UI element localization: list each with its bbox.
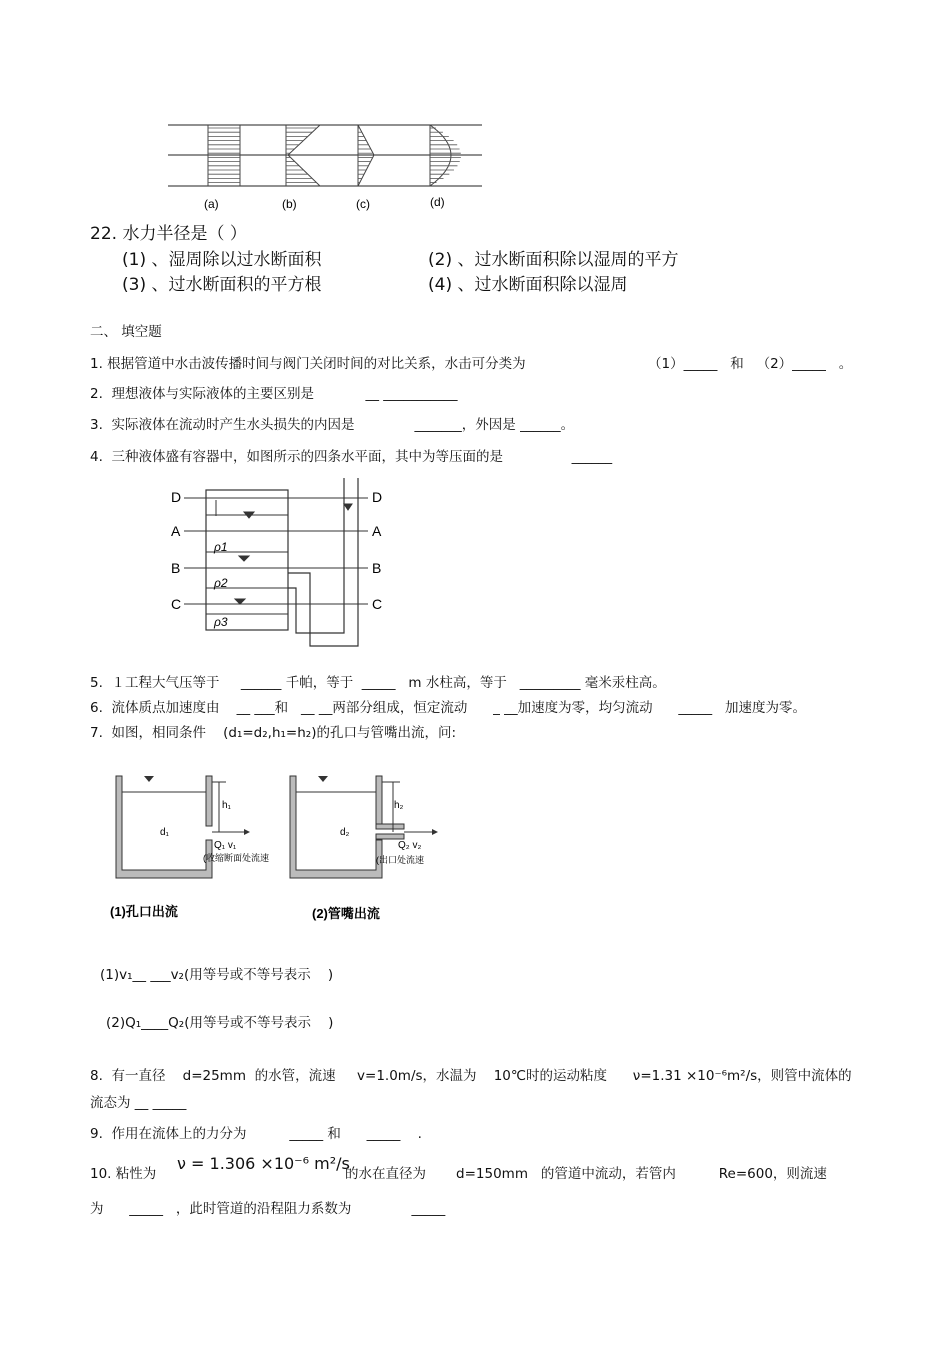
caption-2: (2)管嘴出流 (312, 906, 380, 921)
level-C-left: C (171, 596, 182, 612)
q1-label: Q₁ v₁ (214, 840, 237, 851)
fill-q10-start: 10. 粘性为 (90, 1166, 157, 1182)
d2-label: d₂ (340, 827, 350, 838)
fill-q1-blanks: （1）_____ 和 （2）_____ 。 (648, 356, 853, 372)
orifice-nozzle-figure (100, 768, 440, 928)
fill-q2: 2. 理想液体与实际液体的主要区别是 __ ___________ (90, 386, 458, 402)
h1-label: h₁ (222, 800, 231, 811)
level-D-left: D (171, 489, 182, 505)
fill-q4: 4. 三种液体盛有容器中，如图所示的四条水平面，其中为等压面的是 ______ (90, 449, 613, 465)
fill-q8: 8. 有一直径 d=25mm 的水管，流速 v=1.0m/s，水温为 10℃时的运动粘度 ν=1.31 ×10⁻⁶m²/s，则管中流体的 (90, 1068, 852, 1084)
liquid-1: ρ1 (214, 540, 228, 554)
q22-option-3: (3) 、过水断面积的平方根 (122, 275, 322, 295)
label-b: (b) (282, 197, 297, 211)
fill-q3: 3. 实际液体在流动时产生水头损失的内因是 _______，外因是 ______。 (90, 417, 575, 433)
viscosity-formula: ν = 1.306 ×10⁻⁶ m²/s (177, 1154, 350, 1173)
fill-q7-1: (1)v₁__ ___v₂(用等号或不等号表示 ) (100, 967, 334, 983)
q22-option-4: (4) 、过水断面积除以湿周 (428, 275, 628, 295)
label-d: (d) (430, 195, 445, 209)
level-A-right: A (372, 523, 382, 539)
fill-q7: 7. 如图，相同条件 (d₁=d₂,h₁=h₂)的孔口与管嘴出流，问: (90, 725, 457, 741)
d1-label: d₁ (160, 827, 169, 838)
fill-q10-mid: 的水在直径为 d=150mm 的管道中流动，若管内 Re=600，则流速 (345, 1166, 827, 1182)
fill-q6: 6. 流体质点加速度由 __ ___和 __ __两部分组成，恒定流动 _ __加速度为零，均匀流动 _____ 加速度为零。 (90, 700, 806, 716)
level-A-left: A (171, 523, 181, 539)
caption-1: (1)孔口出流 (110, 904, 178, 919)
fill-q9: 9. 作用在流体上的力分为 _____ 和 _____ . (90, 1126, 422, 1142)
section-heading: 二、 填空题 (90, 324, 162, 340)
q22-option-1: (1) 、湿周除以过水断面积 (122, 250, 322, 270)
liquid-3: ρ3 (214, 615, 228, 629)
level-D-right: D (372, 489, 383, 505)
fill-q8-answer: 流态为 __ _____ (90, 1095, 187, 1111)
fill-q1: 1. 根据管道中水击波传播时间与阀门关闭时间的对比关系，水击可分类为 (90, 356, 526, 372)
question-22: 22. 水力半径是（ ） (90, 224, 247, 244)
note-2: (出口处流速 (376, 855, 424, 865)
label-a: (a) (204, 197, 219, 211)
q22-option-2: (2) 、过水断面积除以湿周的平方 (428, 250, 679, 270)
fill-q5: 5. １工程大气压等于 ______ 千帕，等于 _____ m 水柱高，等于 _________ 毫米汞柱高。 (90, 675, 666, 691)
fill-q7-2: (2)Q₁____Q₂(用等号或不等号表示 ) (106, 1015, 334, 1031)
level-B-right: B (372, 560, 382, 576)
q2-label: Q₂ v₂ (398, 840, 422, 851)
label-c: (c) (356, 197, 370, 211)
fill-q10-end: 为 _____ ，此时管道的沿程阻力系数为 _____ (90, 1201, 446, 1217)
tank-figure (168, 478, 388, 653)
liquid-2: ρ2 (214, 576, 228, 590)
note-1: (收缩断面处流速 (203, 853, 269, 863)
h2-label: h₂ (394, 800, 404, 811)
level-C-right: C (372, 596, 383, 612)
velocity-profile-figure (160, 115, 490, 215)
level-B-left: B (171, 560, 181, 576)
